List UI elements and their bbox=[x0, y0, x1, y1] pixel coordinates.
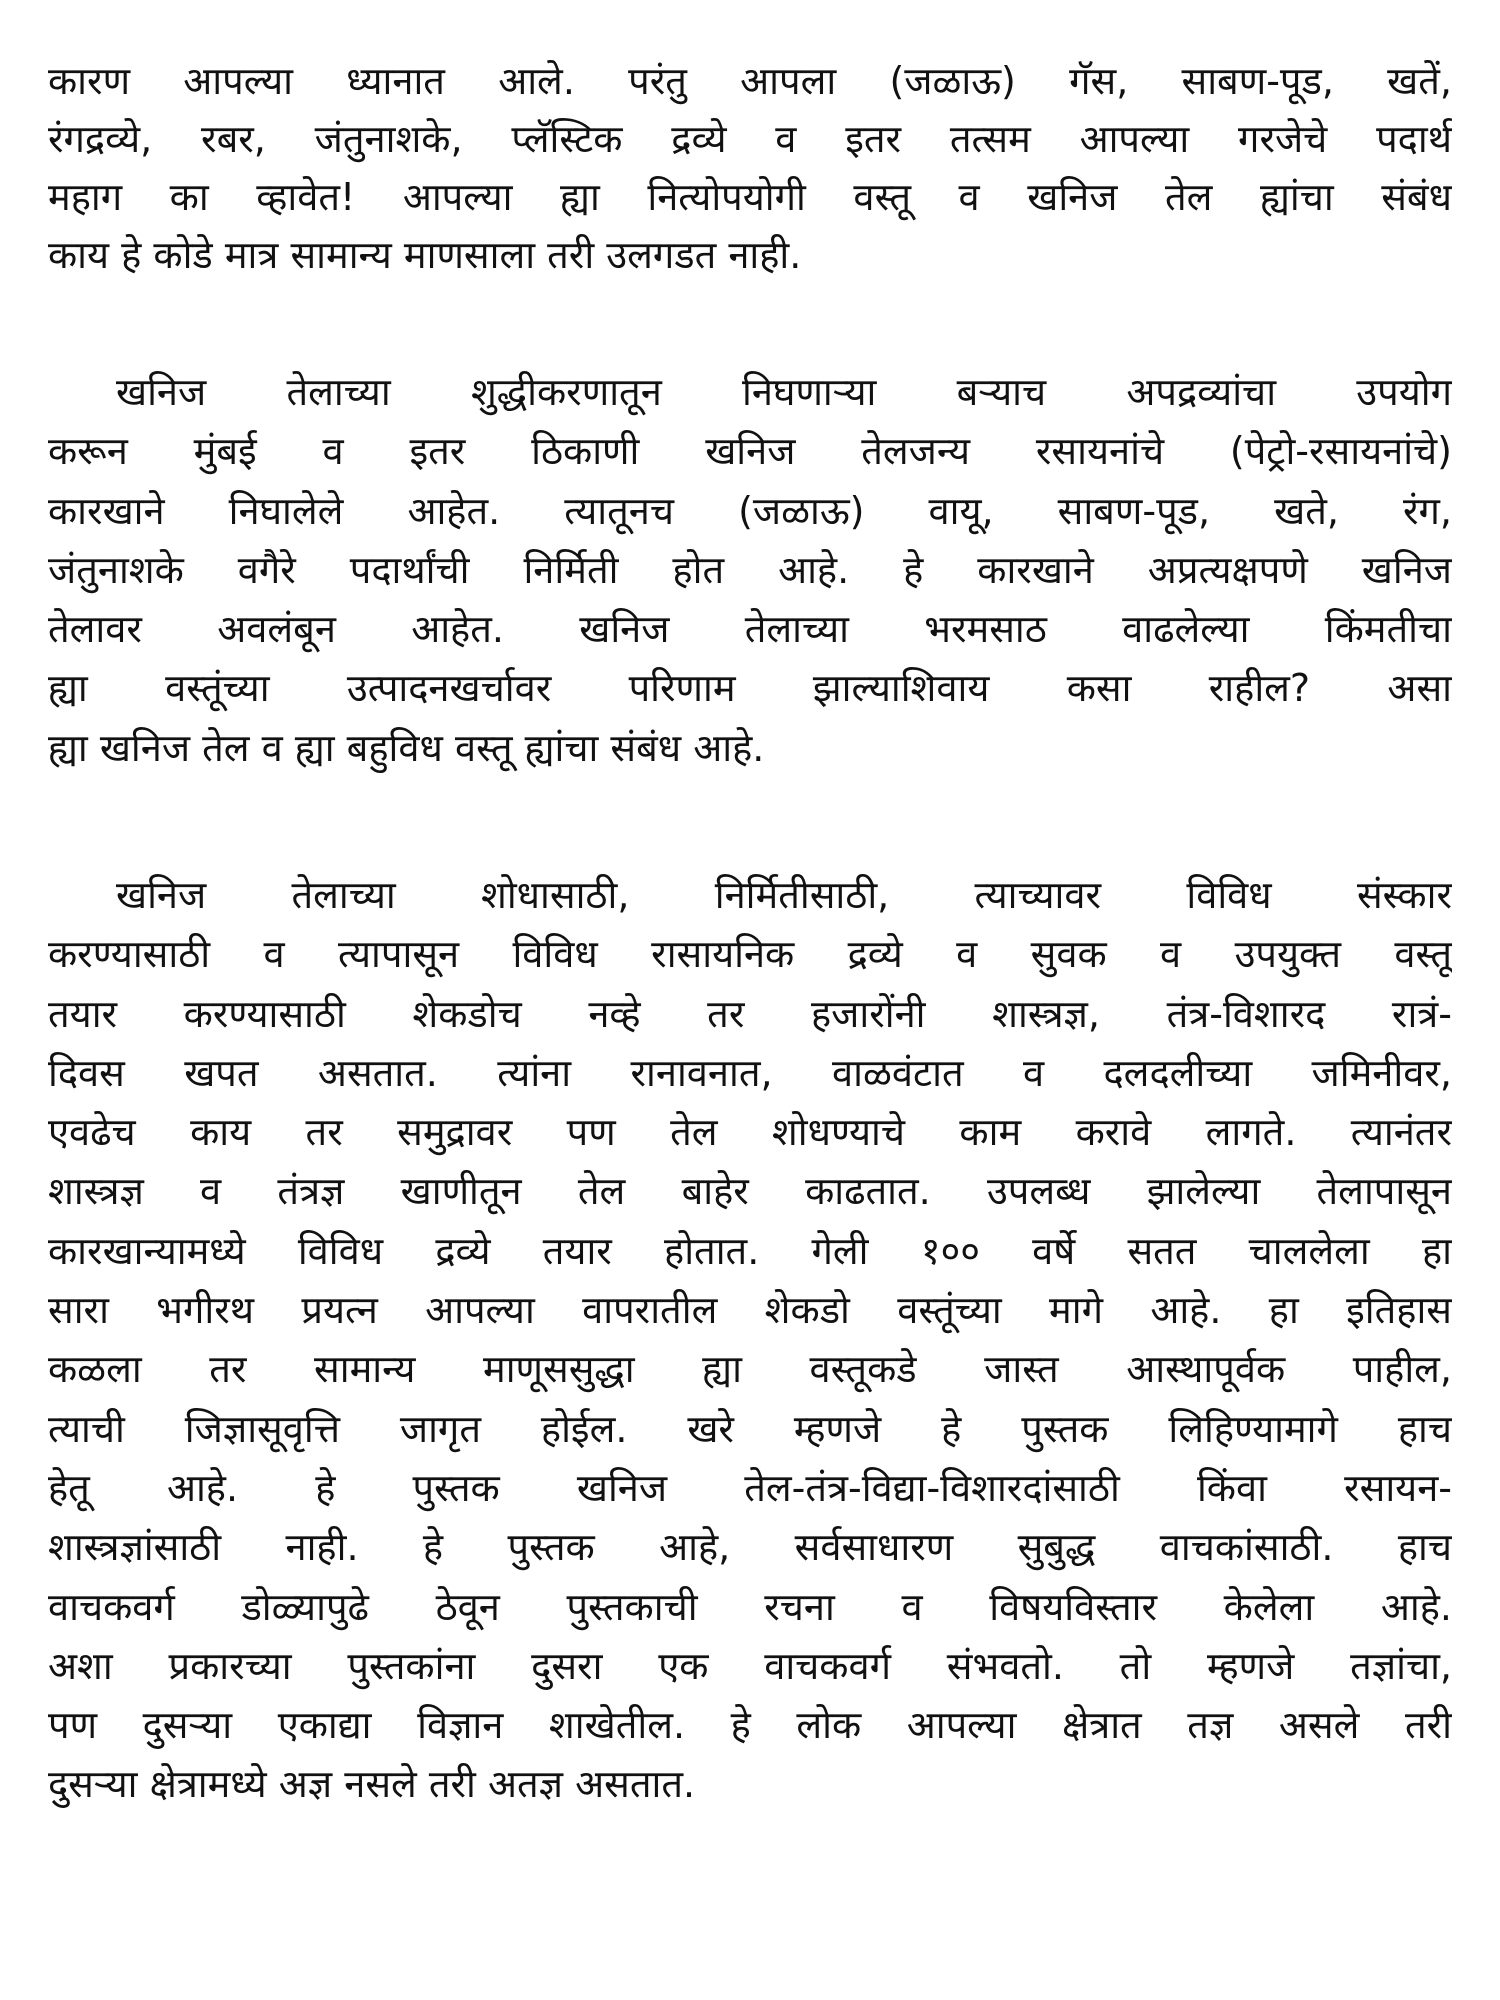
text-line: महाग का व्हावेत! आपल्या ह्या नित्योपयोगी वस्तू व खनिज तेल ह्यांचा संबंध bbox=[48, 175, 1452, 219]
text-line: शास्त्रज्ञांसाठी नाही. हे पुस्तक आहे, सर्वसाधारण सुबुद्ध वाचकांसाठी. हाच bbox=[48, 1525, 1452, 1570]
text-line: करण्यासाठी व त्यापासून विविध रासायनिक द्रव्ये व सुवक व उपयुक्त वस्तू bbox=[48, 932, 1452, 977]
paragraph-3 bbox=[48, 866, 1452, 1815]
paragraph-2 bbox=[48, 363, 1452, 778]
text-line: एवढेच काय तर समुद्रावर पण तेल शोधण्याचे काम करावे लागते. त्यानंतर bbox=[48, 1110, 1452, 1155]
text-line: तयार करण्यासाठी शेकडोच नव्हे तर हजारोंनी शास्त्रज्ञ, तंत्र-विशारद रात्रं- bbox=[48, 991, 1452, 1036]
text-line: कारखान्यामध्ये विविध द्रव्ये तयार होतात. गेली १०० वर्षे सतत चाललेला हा bbox=[48, 1228, 1452, 1273]
text-line: वाचकवर्ग डोळ्यापुढे ठेवून पुस्तकाची रचना व विषयविस्तार केलेला आहे. bbox=[48, 1584, 1452, 1629]
text-line: कारण आपल्या ध्यानात आले. परंतु आपला (जळाऊ) गॅस, साबण-पूड, खतें, bbox=[48, 59, 1452, 103]
text-line: कारखाने निघालेले आहेत. त्यातूनच (जळाऊ) वायू, साबण-पूड, खते, रंग, bbox=[48, 488, 1452, 533]
text-line: पण दुसऱ्या एकाद्या विज्ञान शाखेतील. हे लोक आपल्या क्षेत्रात तज्ञ असले तरी bbox=[48, 1703, 1452, 1748]
text-line: रंगद्रव्ये, रबर, जंतुनाशके, प्लॅस्टिक द्रव्ये व इतर तत्सम आपल्या गरजेचे पदार्थ bbox=[48, 117, 1452, 161]
text-line: सारा भगीरथ प्रयत्न आपल्या वापरातील शेकडो वस्तूंच्या मागे आहे. हा इतिहास bbox=[48, 1288, 1452, 1333]
text-line: हेतू आहे. हे पुस्तक खनिज तेल-तंत्र-विद्या-विशारदांसाठी किंवा रसायन- bbox=[48, 1465, 1452, 1510]
text-line: खनिज तेलाच्या शोधासाठी, निर्मितीसाठी, त्याच्यावर विविध संस्कार bbox=[116, 873, 1452, 917]
text-line: अशा प्रकारच्या पुस्तकांना दुसरा एक वाचकवर्ग संभवतो. तो म्हणजे तज्ञांचा, bbox=[48, 1643, 1452, 1688]
text-line: त्याची जिज्ञासूवृत्ति जागृत होईल. खरे म्हणजे हे पुस्तक लिहिण्यामागे हाच bbox=[48, 1406, 1452, 1451]
text-line: तेलावर अवलंबून आहेत. खनिज तेलाच्या भरमसाठ वाढलेल्या किंमतीचा bbox=[48, 607, 1452, 652]
text-line: दिवस खपत असतात. त्यांना रानावनात, वाळवंटात व दलदलीच्या जमिनीवर, bbox=[48, 1050, 1452, 1095]
text-line: कळला तर सामान्य माणूससुद्धा ह्या वस्तूकडे जास्त आस्थापूर्वक पाहील, bbox=[48, 1347, 1452, 1392]
text-line: काय हे कोडे मात्र सामान्य माणसाला तरी उलगडत नाही. bbox=[48, 233, 802, 277]
paragraph-1 bbox=[48, 52, 1452, 284]
text-line: ह्या खनिज तेल व ह्या बहुविध वस्तू ह्यांचा संबंध आहे. bbox=[48, 725, 765, 770]
text-line: करून मुंबई व इतर ठिकाणी खनिज तेलजन्य रसायनांचे (पेट्रो-रसायनांचे) bbox=[48, 429, 1452, 474]
text-line: दुसऱ्या क्षेत्रामध्ये अज्ञ नसले तरी अतज्ञ असतात. bbox=[48, 1762, 696, 1807]
text-line: खनिज तेलाच्या शुद्धीकरणातून निघणाऱ्या बऱ्याच अपद्रव्यांचा उपयोग bbox=[116, 370, 1452, 414]
text-line: ह्या वस्तूंच्या उत्पादनखर्चावर परिणाम झाल्याशिवाय कसा राहील? असा bbox=[48, 666, 1452, 711]
text-line: जंतुनाशके वगैरे पदार्थांची निर्मिती होत आहे. हे कारखाने अप्रत्यक्षपणे खनिज bbox=[48, 547, 1452, 592]
text-line: शास्त्रज्ञ व तंत्रज्ञ खाणीतून तेल बाहेर काढतात. उपलब्ध झालेल्या तेलापासून bbox=[48, 1169, 1452, 1214]
